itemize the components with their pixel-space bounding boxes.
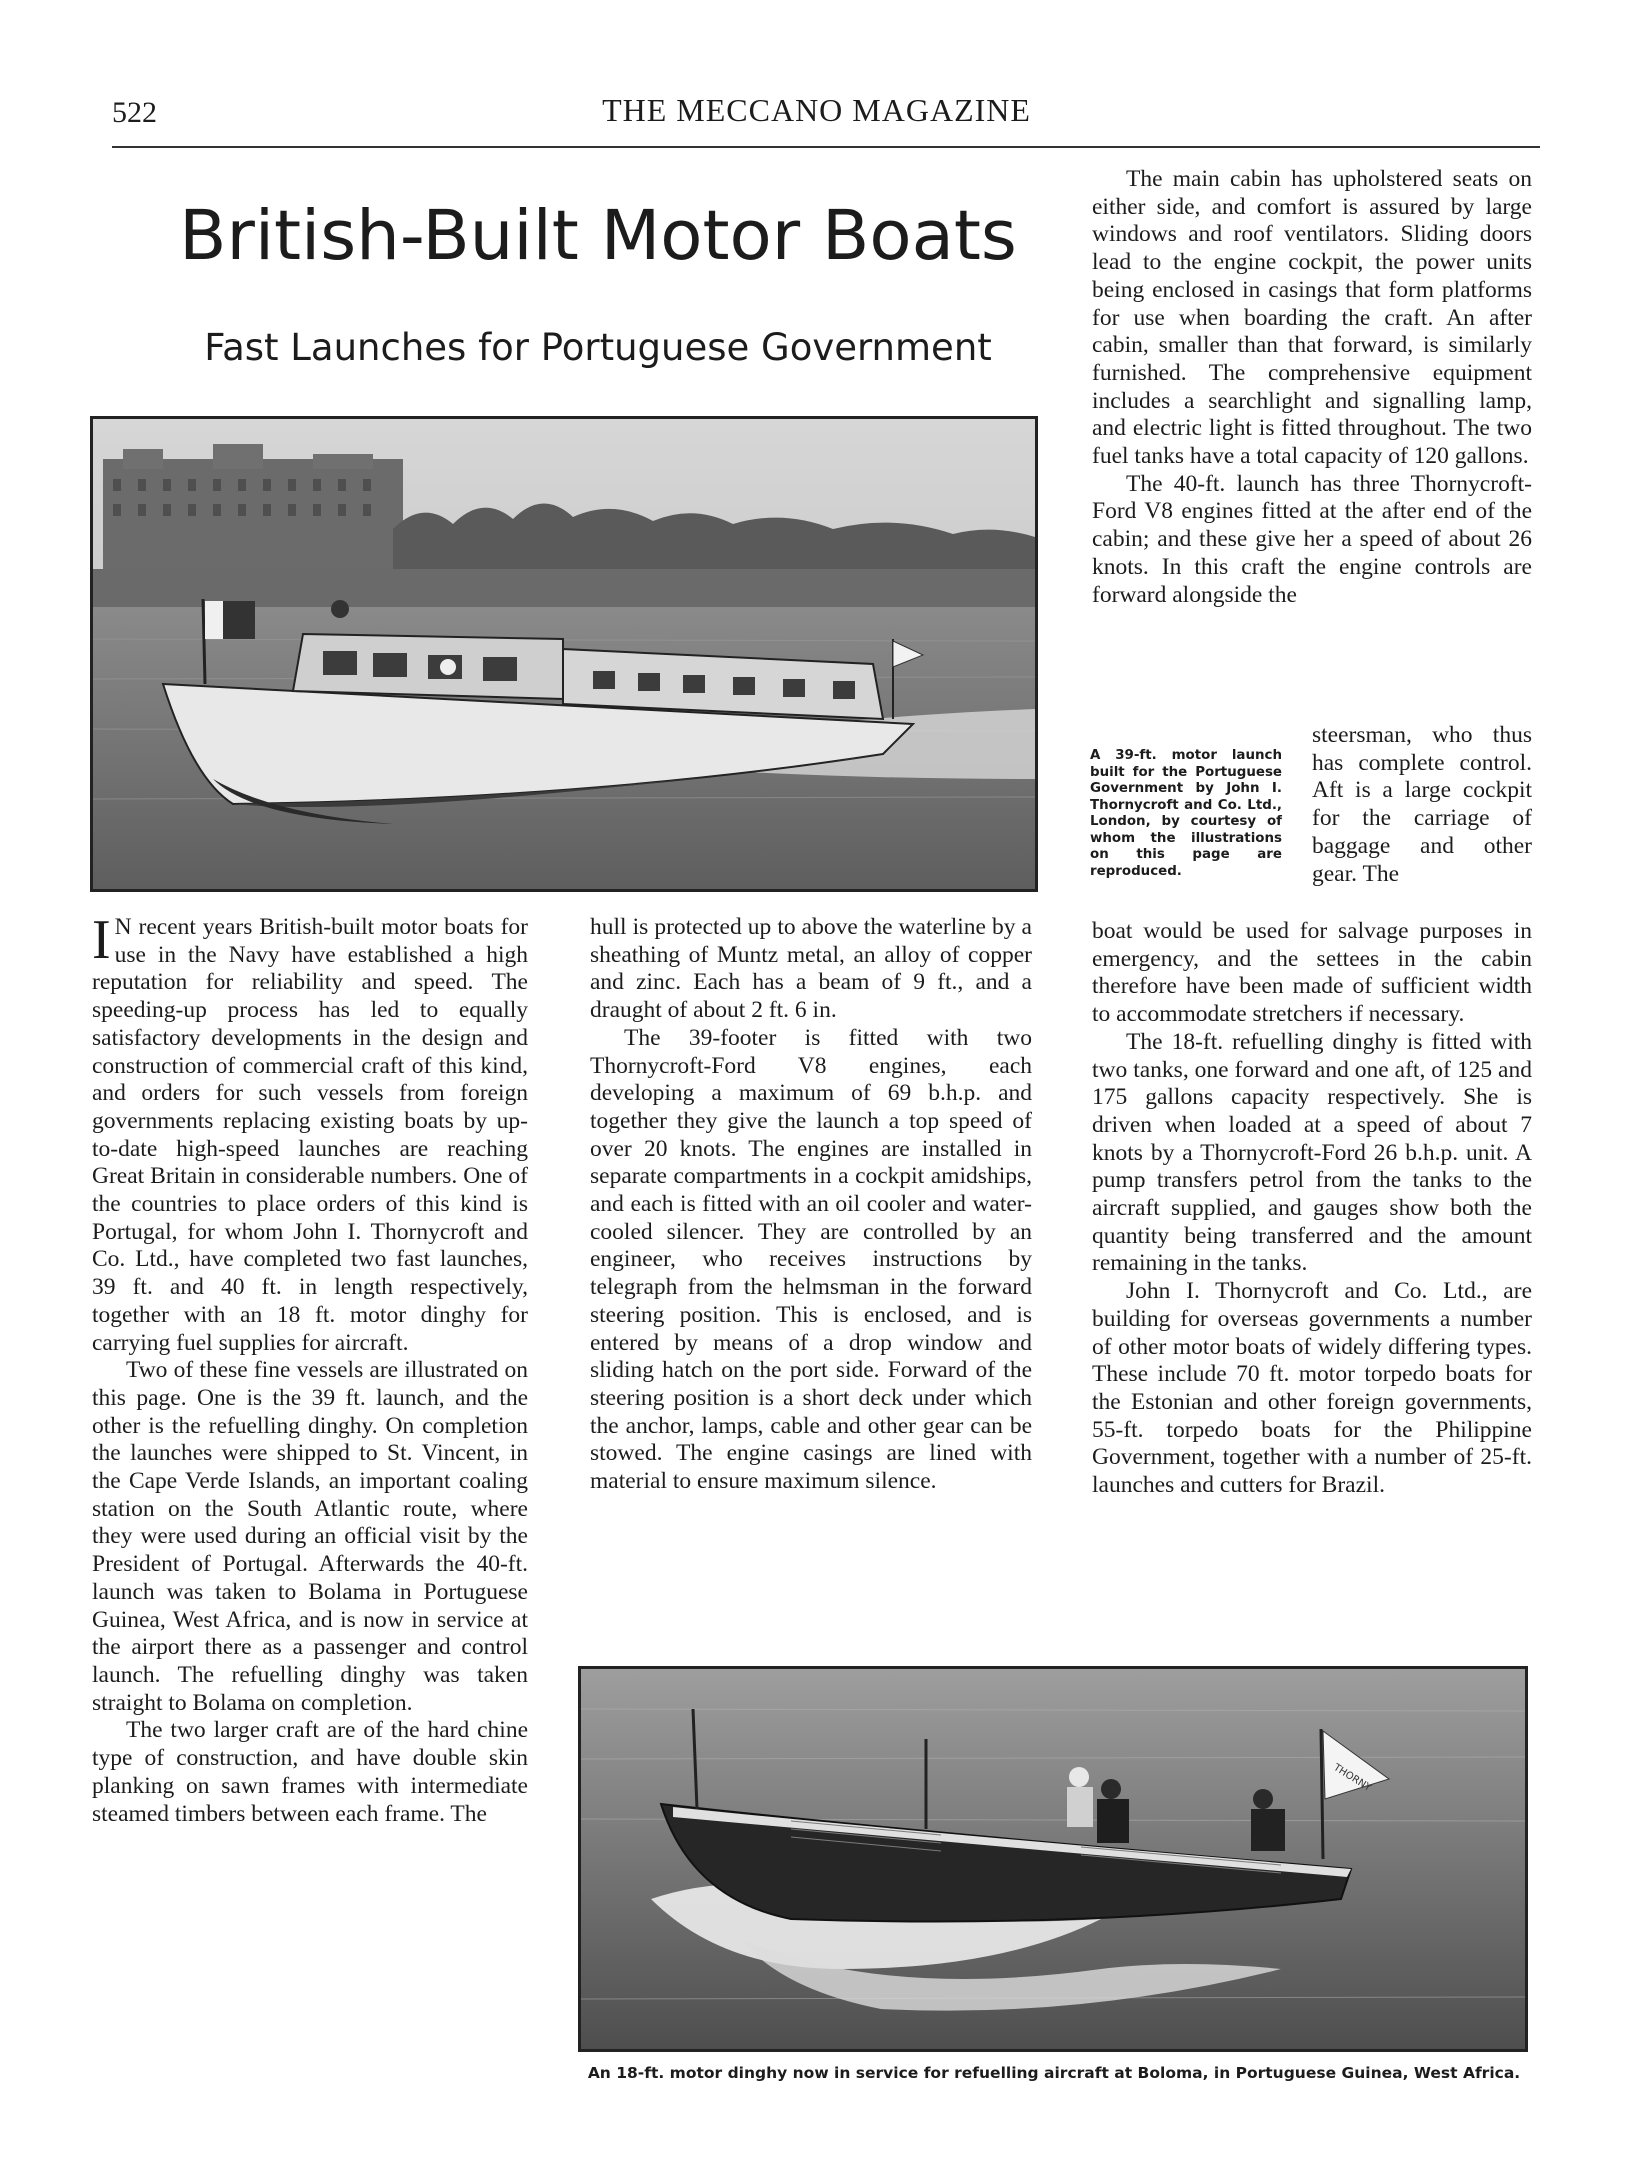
launch-caption: A 39-ft. motor launch built for the Portuguese Government by John I. Thornycroft and Co. Ltd., London, by courtesy of whom the illustrations on this page are reproduced.	[1090, 748, 1282, 879]
paragraph: The 40-ft. launch has three Thornycroft-Ford V8 engines fitted at the after end of the cabin; and these give her a speed of about 26 knots. In this craft the engine controls are forward alongside the	[1092, 470, 1532, 608]
magazine-title: THE MECCANO MAGAZINE	[602, 92, 1031, 128]
column-3-inset	[1312, 722, 1532, 888]
paragraph: boat would be used for salvage purposes in emergency, and the settees in the cabin therefore have been made of sufficient width to accommodate stretchers if necessary.	[1092, 918, 1532, 1028]
paragraph: John I. Thornycroft and Co. Ltd., are building for overseas governments a number of other motor boats of widely differing types. These include 70 ft. motor torpedo boats for the Estonian and other foreign governments, 55-ft. torpedo boats for the Philippine Government, together with a number of 25-ft. launches and cutters for Brazil.	[1092, 1278, 1532, 1499]
launch-photo-image	[93, 419, 1035, 889]
column-2	[590, 914, 1032, 1496]
paragraph: The two larger craft are of the hard chine type of construction, and have double skin planking on sawn frames with intermediate steamed timbers between each frame. The	[92, 1717, 528, 1827]
column-3-lower	[1092, 918, 1532, 1500]
header-rule	[112, 146, 1540, 148]
drop-cap: I	[92, 909, 111, 971]
dinghy-photo-image	[581, 1669, 1525, 2049]
paragraph: steersman, who thus has complete control. Aft is a large cockpit for the carriage of baggage and other gear. The	[1312, 722, 1532, 887]
paragraph: The main cabin has upholstered seats on either side, and comfort is assured by large windows and roof ventilators. Sliding doors lead to the engine cockpit, the power units being enclosed in casings that form platforms for use when boarding the craft. An after cabin, smaller than that forward, is similarly furnished. The comprehensive equipment includes a searchlight and signalling lamp, and electric light is fitted throughout. The two fuel tanks have a total capacity of 120 gallons.	[1092, 166, 1532, 470]
column-1	[92, 909, 528, 1828]
launch-photo	[90, 416, 1038, 892]
dinghy-caption: An 18-ft. motor dinghy now in service for refuelling aircraft at Boloma, in Portuguese Guinea, West Africa.	[587, 2064, 1521, 2082]
page-number: 522	[112, 96, 157, 129]
column-3-upper	[1092, 166, 1532, 609]
paragraph: Two of these fine vessels are illustrated on this page. One is the 39 ft. launch, and the other is the refuelling dinghy. On completion the launches were shipped to St. Vincent, in the Cape Verde Islands, an important coaling station on the South Atlantic route, where they were used during an official visit by the President of Portugal. Afterwards the 40-ft. launch was taken to Bolama in Portuguese Guinea, West Africa, and is now in service at the airport there as a passenger and control launch. The refuelling dinghy was taken straight to Bolama on completion.	[92, 1357, 528, 1716]
flag-lettering: THORNY	[1331, 1762, 1373, 1794]
article-title: British-Built Motor Boats	[179, 196, 1017, 276]
paragraph-text: N recent years British-built motor boats for use in the Navy have established a high reputation for reliability and speed. The speeding-up process has led to equally satisfactory developments in the design and construction of commercial craft of this kind, and orders for such vessels from foreign governments replacing existing boats by up-to-date high-speed launches are reaching Great Britain in considerable numbers. One of the countries to place orders of this kind is Portugal, for whom John I. Thornycroft and Co. Ltd., have completed two fast launches, 39 ft. and 40 ft. in length respectively, together with an 18 ft. motor dinghy for carrying fuel supplies for aircraft.	[92, 914, 528, 1356]
article-subtitle: Fast Launches for Portuguese Government	[204, 326, 992, 369]
dinghy-photo	[578, 1666, 1528, 2052]
paragraph	[92, 909, 528, 1357]
paragraph: The 18-ft. refuelling dinghy is fitted with two tanks, one forward and one aft, of 125 and 175 gallons capacity respectively. She is driven when loaded at a speed of about 7 knots by a Thornycroft-Ford 26 b.h.p. unit. A pump transfers petrol from the tanks to the aircraft supplied, and gauges show both the quantity being transferred and the amount remaining in the tanks.	[1092, 1028, 1532, 1277]
paragraph: hull is protected up to above the waterline by a sheathing of Muntz metal, an alloy of copper and zinc. Each has a beam of 9 ft., and a draught of about 2 ft. 6 in.	[590, 914, 1032, 1024]
paragraph: The 39-footer is fitted with two Thornycroft-Ford V8 engines, each developing a maximum of 69 b.h.p. and together they give the launch a top speed of over 20 knots. The engines are installed in separate compartments in a cockpit amidships, and each is fitted with an oil cooler and water-cooled silencer. They are controlled by an engineer, who receives instructions by telegraph from the helmsman in the forward steering position. This is enclosed, and is entered by means of a drop window and sliding hatch on the port side. Forward of the steering position is a short deck under which the anchor, lamps, cable and other gear can be stowed. The engine casings are lined with material to ensure maximum silence.	[590, 1024, 1032, 1495]
